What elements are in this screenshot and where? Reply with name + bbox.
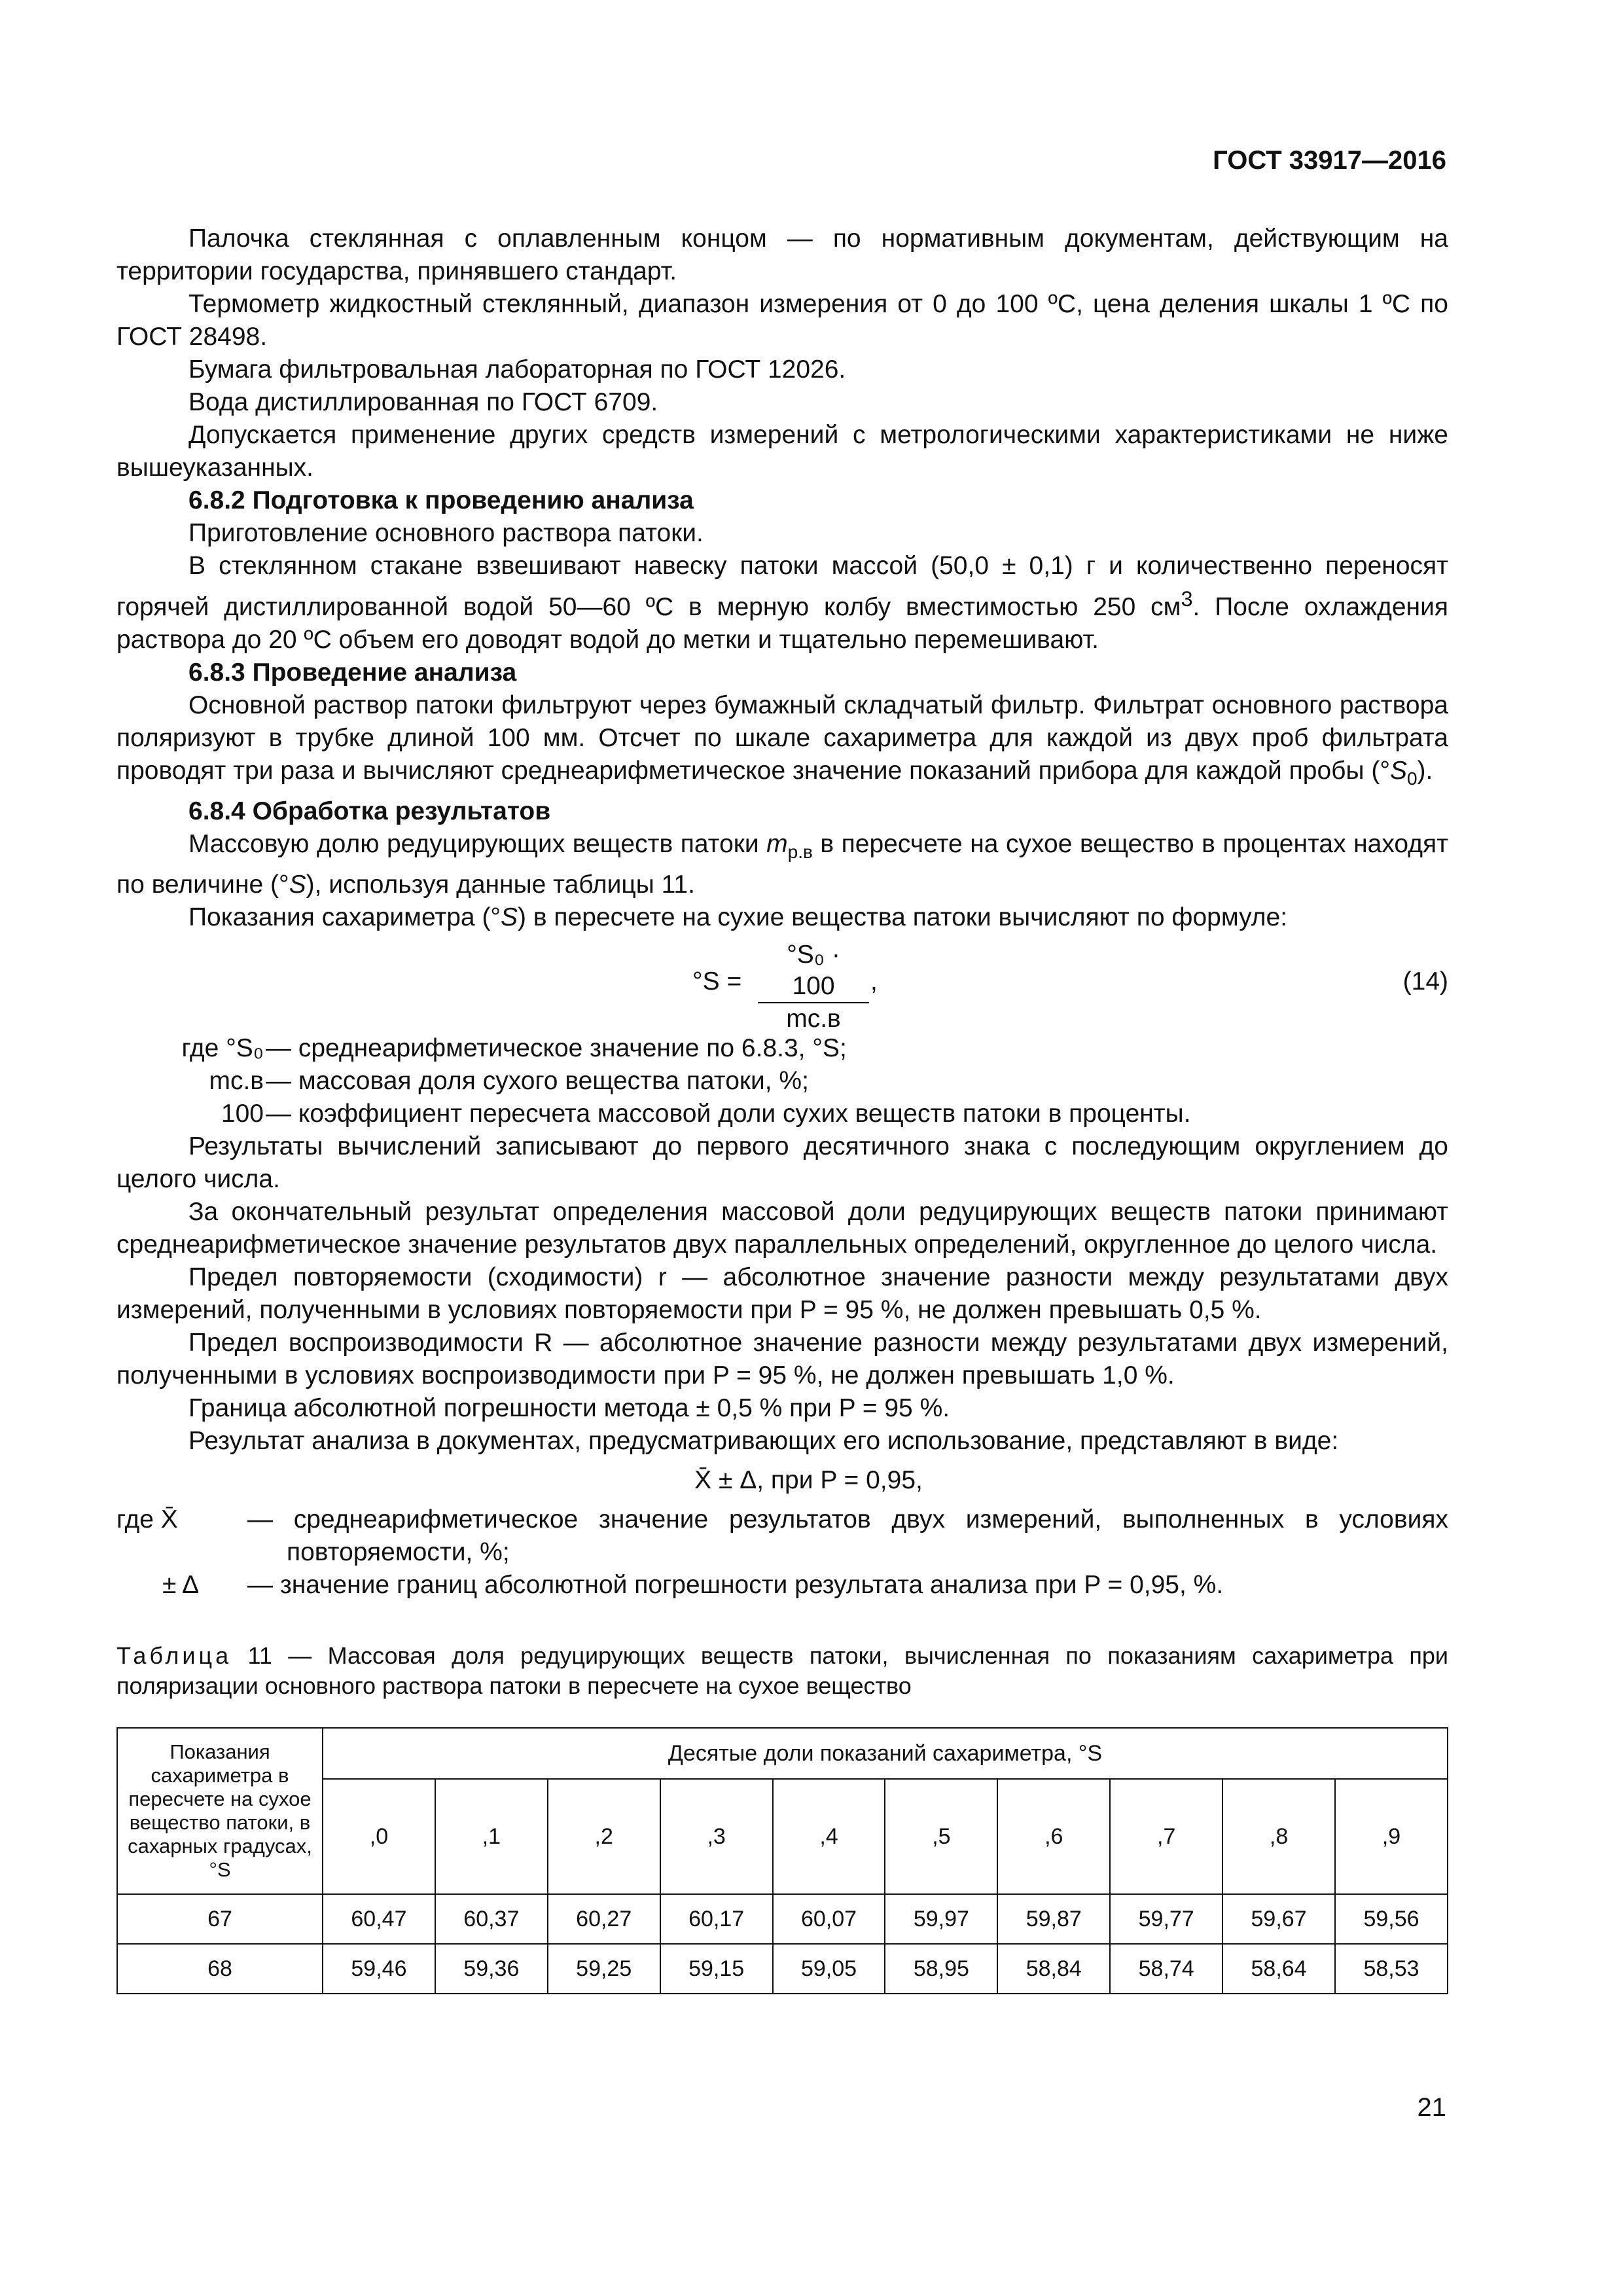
paragraph: Палочка стеклянная с оплавленным концом — по нормативным документам, действующим на территории государства, принявшего стандарт. [116, 224, 1448, 285]
definition-desc: — среднеарифметическое значение по 6.8.3, °S; [266, 1033, 847, 1062]
page-number: 21 [1417, 2093, 1446, 2122]
paragraph: Массовую долю редуцирующих веществ патоки $m_{р.в}$ в пересчете на сухое вещество в процентах находят по величине (°S), используя данные таблицы 11. [116, 829, 1448, 899]
table-cell: 58,64 [1222, 1944, 1335, 1994]
definition-item [116, 1032, 1448, 1065]
definition-term: 100 [221, 1099, 264, 1128]
formula-comma: , [870, 967, 878, 996]
table-cell: 58,95 [885, 1944, 997, 1994]
paragraph: За окончательный результат определения массовой доли редуцирующих веществ патоки принимают среднеарифметическое значение результатов двух параллельных определений, округленное до целого числа. [116, 1197, 1448, 1259]
definition-term: где X̄ [116, 1505, 178, 1534]
definition-item [116, 1098, 1448, 1130]
table-cell: 59,36 [435, 1944, 548, 1994]
result-definitions [116, 1503, 1448, 1602]
table-11 [116, 1727, 1448, 1994]
definitions-list [116, 1032, 1448, 1130]
definition-item [116, 1503, 1448, 1569]
column-header-cell: ,5 [885, 1779, 997, 1893]
document-header: ГОСТ 33917—2016 [1213, 146, 1446, 175]
formula-denominator: mс.в [786, 1004, 841, 1033]
paragraph: Термометр жидкостный стеклянный, диапазон измерения от 0 до 100 ºС, цена деления шкалы 1 ºС по ГОСТ 28498. [116, 290, 1448, 351]
paragraph: Основной раствор патоки фильтруют через бумажный складчатый фильтр. Фильтрат основного раствора поляризуют в трубке длиной 100 мм. Отсчет по шкале сахариметра для каждой из двух проб фильтрата проводят три раза и вычисляют среднеарифметическое значение показаний прибора для каждой пробы $(^\circ S_0)$. [116, 691, 1448, 789]
column-header-cell: ,0 [323, 1779, 435, 1893]
definition-term: mс.в [209, 1066, 264, 1095]
column-header-cell: ,8 [1222, 1779, 1335, 1893]
table-cell: 59,05 [773, 1944, 885, 1994]
table-cell: 59,67 [1222, 1894, 1335, 1944]
paragraph: Результаты вычислений записывают до первого десятичного знака с последующим округлением до целого числа. [116, 1132, 1448, 1193]
table-cell: 59,97 [885, 1894, 997, 1944]
column-header-cell: ,6 [997, 1779, 1110, 1893]
column-header-cell: ,1 [435, 1779, 548, 1893]
result-expression: X̄ ± Δ, при P = 0,95, [694, 1465, 923, 1494]
paragraph: Граница абсолютной погрешности метода ± 0,5 % при P = 95 %. [188, 1393, 950, 1422]
table-cell: 59,25 [548, 1944, 660, 1994]
definition-term: где °S₀ [181, 1033, 264, 1062]
table-caption: Таблица 11 — Массовая доля редуцирующих веществ патоки, вычисленная по показаниям сахариметра при поляризации основного раствора патоки в пересчете на сухое вещество [116, 1641, 1448, 1699]
row-label-cell: 68 [117, 1944, 323, 1994]
formula-14 [116, 934, 1448, 1032]
table-cell: 59,56 [1335, 1894, 1448, 1944]
table-cell: 59,77 [1110, 1894, 1222, 1944]
table-cell: 59,87 [997, 1894, 1110, 1944]
definition-desc: — значение границ абсолютной погрешности результата анализа при P = 0,95, %. [247, 1570, 1224, 1599]
paragraph: Приготовление основного раствора патоки. [188, 519, 704, 547]
table-row [117, 1944, 1448, 1994]
paragraph: Показания сахариметра (°S) в пересчете на сухие вещества патоки вычисляют по формуле: [188, 903, 1288, 931]
section-6-8-2-heading: 6.8.2 Подготовка к проведению анализа [188, 486, 694, 514]
formula-numerator: °S₀ · 100 [758, 939, 869, 1003]
paragraph: Бумага фильтровальная лабораторная по ГОСТ 12026. [188, 355, 846, 384]
table-cell: 58,74 [1110, 1944, 1222, 1994]
row-header-cell: Показания сахариметра в пересчете на сухое вещество патоки, в сахарных градусах, °S [117, 1728, 323, 1894]
table-cell: 59,46 [323, 1944, 435, 1994]
formula-lhs: °S = [692, 967, 742, 996]
row-label-cell: 67 [117, 1894, 323, 1944]
table-cell: 59,15 [660, 1944, 773, 1994]
document-body [116, 223, 1448, 1994]
table-cell: 58,84 [997, 1944, 1110, 1994]
section-6-8-4-heading: 6.8.4 Обработка результатов [188, 797, 551, 825]
table-cell: 60,07 [773, 1894, 885, 1944]
definition-desc: — коэффициент пересчета массовой доли сухих веществ патоки в проценты. [266, 1099, 1191, 1128]
definition-item [116, 1569, 1448, 1602]
formula-fraction [758, 939, 869, 1035]
definition-term: ± Δ [162, 1570, 200, 1599]
column-header-cell: ,2 [548, 1779, 660, 1893]
column-header-cell: ,9 [1335, 1779, 1448, 1893]
section-6-8-3-heading: 6.8.3 Проведение анализа [188, 658, 517, 687]
definition-item [116, 1065, 1448, 1098]
definition-desc: — массовая доля сухого вещества патоки, %; [266, 1066, 809, 1095]
paragraph: Предел повторяемости (сходимости) r — абсолютное значение разности между результатами двух измерений, полученными в условиях повторяемости при P = 95 %, не должен превышать 0,5 %. [116, 1263, 1448, 1324]
group-header-cell: Десятые доли показаний сахариметра, °S [323, 1728, 1448, 1780]
table-cell: 58,53 [1335, 1944, 1448, 1994]
table-cell: 60,37 [435, 1894, 548, 1944]
paragraph: Предел воспроизводимости R — абсолютное значение разности между результатами двух измерений, полученными в условиях воспроизводимости при P = 95 %, не должен превышать 1,0 %. [116, 1328, 1448, 1390]
table-row [117, 1894, 1448, 1944]
column-header-cell: ,4 [773, 1779, 885, 1893]
paragraph: Вода дистиллированная по ГОСТ 6709. [188, 388, 658, 416]
formula-number: (14) [1402, 967, 1448, 996]
after-section [116, 1130, 1448, 1458]
table-cell: 60,17 [660, 1894, 773, 1944]
table-cell: 60,27 [548, 1894, 660, 1944]
paragraph: В стеклянном стакане взвешивают навеску патоки массой (50,0 ± 0,1) г и количественно переносят горячей дистиллированной водой 50—60 ºС в мерную колбу вместимостью 250 $см^3$. После охлаждения раствора до 20 ºС объем его доводят водой до метки и тщательно перемешивают. [116, 552, 1448, 654]
intro-section [116, 223, 1448, 484]
definition-desc: — среднеарифметическое значение результатов двух измерений, выполненных в условиях повторяемости, %; [247, 1505, 1448, 1566]
paragraph: Допускается применение других средств измерений с метрологическими характеристиками не ниже вышеуказанных. [116, 421, 1448, 482]
column-header-cell: ,3 [660, 1779, 773, 1893]
paragraph: Результат анализа в документах, предусматривающих его использование, представляют в виде: [188, 1426, 1339, 1455]
column-header-cell: ,7 [1110, 1779, 1222, 1893]
table-cell: 60,47 [323, 1894, 435, 1944]
